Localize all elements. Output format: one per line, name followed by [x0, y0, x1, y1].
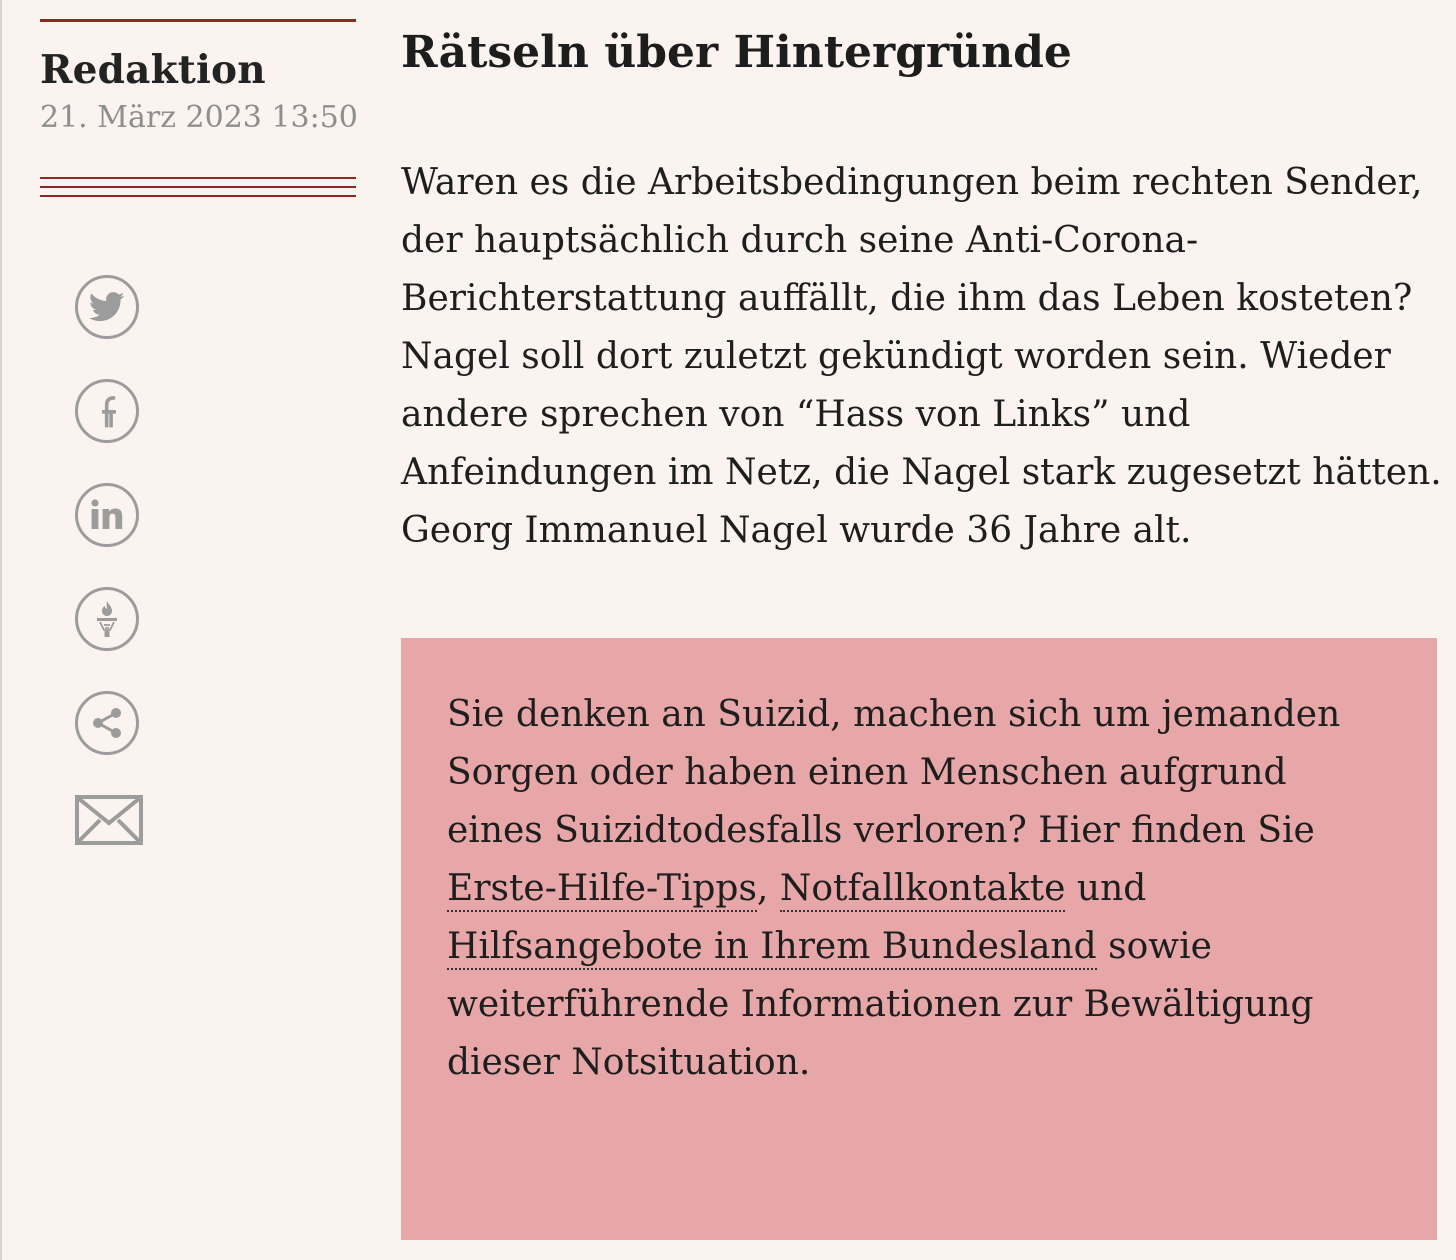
author-name[interactable]: Redaktion [40, 47, 266, 93]
facebook-icon [96, 393, 118, 429]
regional-help-link[interactable]: Hilfsangebote in Ihrem Bundesland [447, 926, 1097, 970]
article-paragraph: Waren es die Arbeitsbedingungen beim rechten Sender, der hauptsächlich durch seine Anti-Corona-Berichterstattung auffällt, die ihm das Leben kosteten? Nagel soll dort zuletzt gekündigt worden sein. Wieder andere sprechen von “Hass von Links” und Anfeindungen im Netz, die Nagel stark zugesetzt hätten. Georg Immanuel Nagel wurde 36 Jahre alt. [401, 162, 1442, 551]
email-share-button[interactable] [75, 795, 143, 845]
linkedin-share-button[interactable] [75, 483, 139, 547]
top-divider [40, 19, 356, 22]
left-edge-border [0, 0, 2, 1260]
share-icon [89, 705, 125, 741]
flipboard-share-button[interactable] [75, 587, 139, 651]
flipboard-torch-icon [92, 599, 122, 639]
mail-icon [75, 795, 143, 845]
suicide-help-text: Sie denken an Suizid, machen sich um jemanden Sorgen oder haben einen Menschen aufgrund eines Suizidtodesfalls verloren? Hier finden Sie Erste-Hilfe-Tipps, Notfallkontakte und Hilfsangebote in Ihrem Bundesland sowie weiterführende Informationen zur Bewältigung dieser Notsituation. [447, 694, 1341, 1083]
triple-divider [40, 177, 356, 204]
facebook-share-button[interactable] [75, 379, 139, 443]
twitter-icon [89, 292, 125, 322]
linkedin-icon [87, 497, 127, 533]
emergency-contacts-link[interactable]: Notfallkontakte [780, 868, 1066, 912]
generic-share-button[interactable] [75, 691, 139, 755]
first-aid-tips-link[interactable]: Erste-Hilfe-Tipps [447, 868, 757, 912]
twitter-share-button[interactable] [75, 275, 139, 339]
publish-date: 21. März 2023 13:50 [40, 100, 358, 135]
section-headline: Rätseln über Hintergründe [401, 27, 1072, 78]
share-bar [75, 275, 145, 845]
